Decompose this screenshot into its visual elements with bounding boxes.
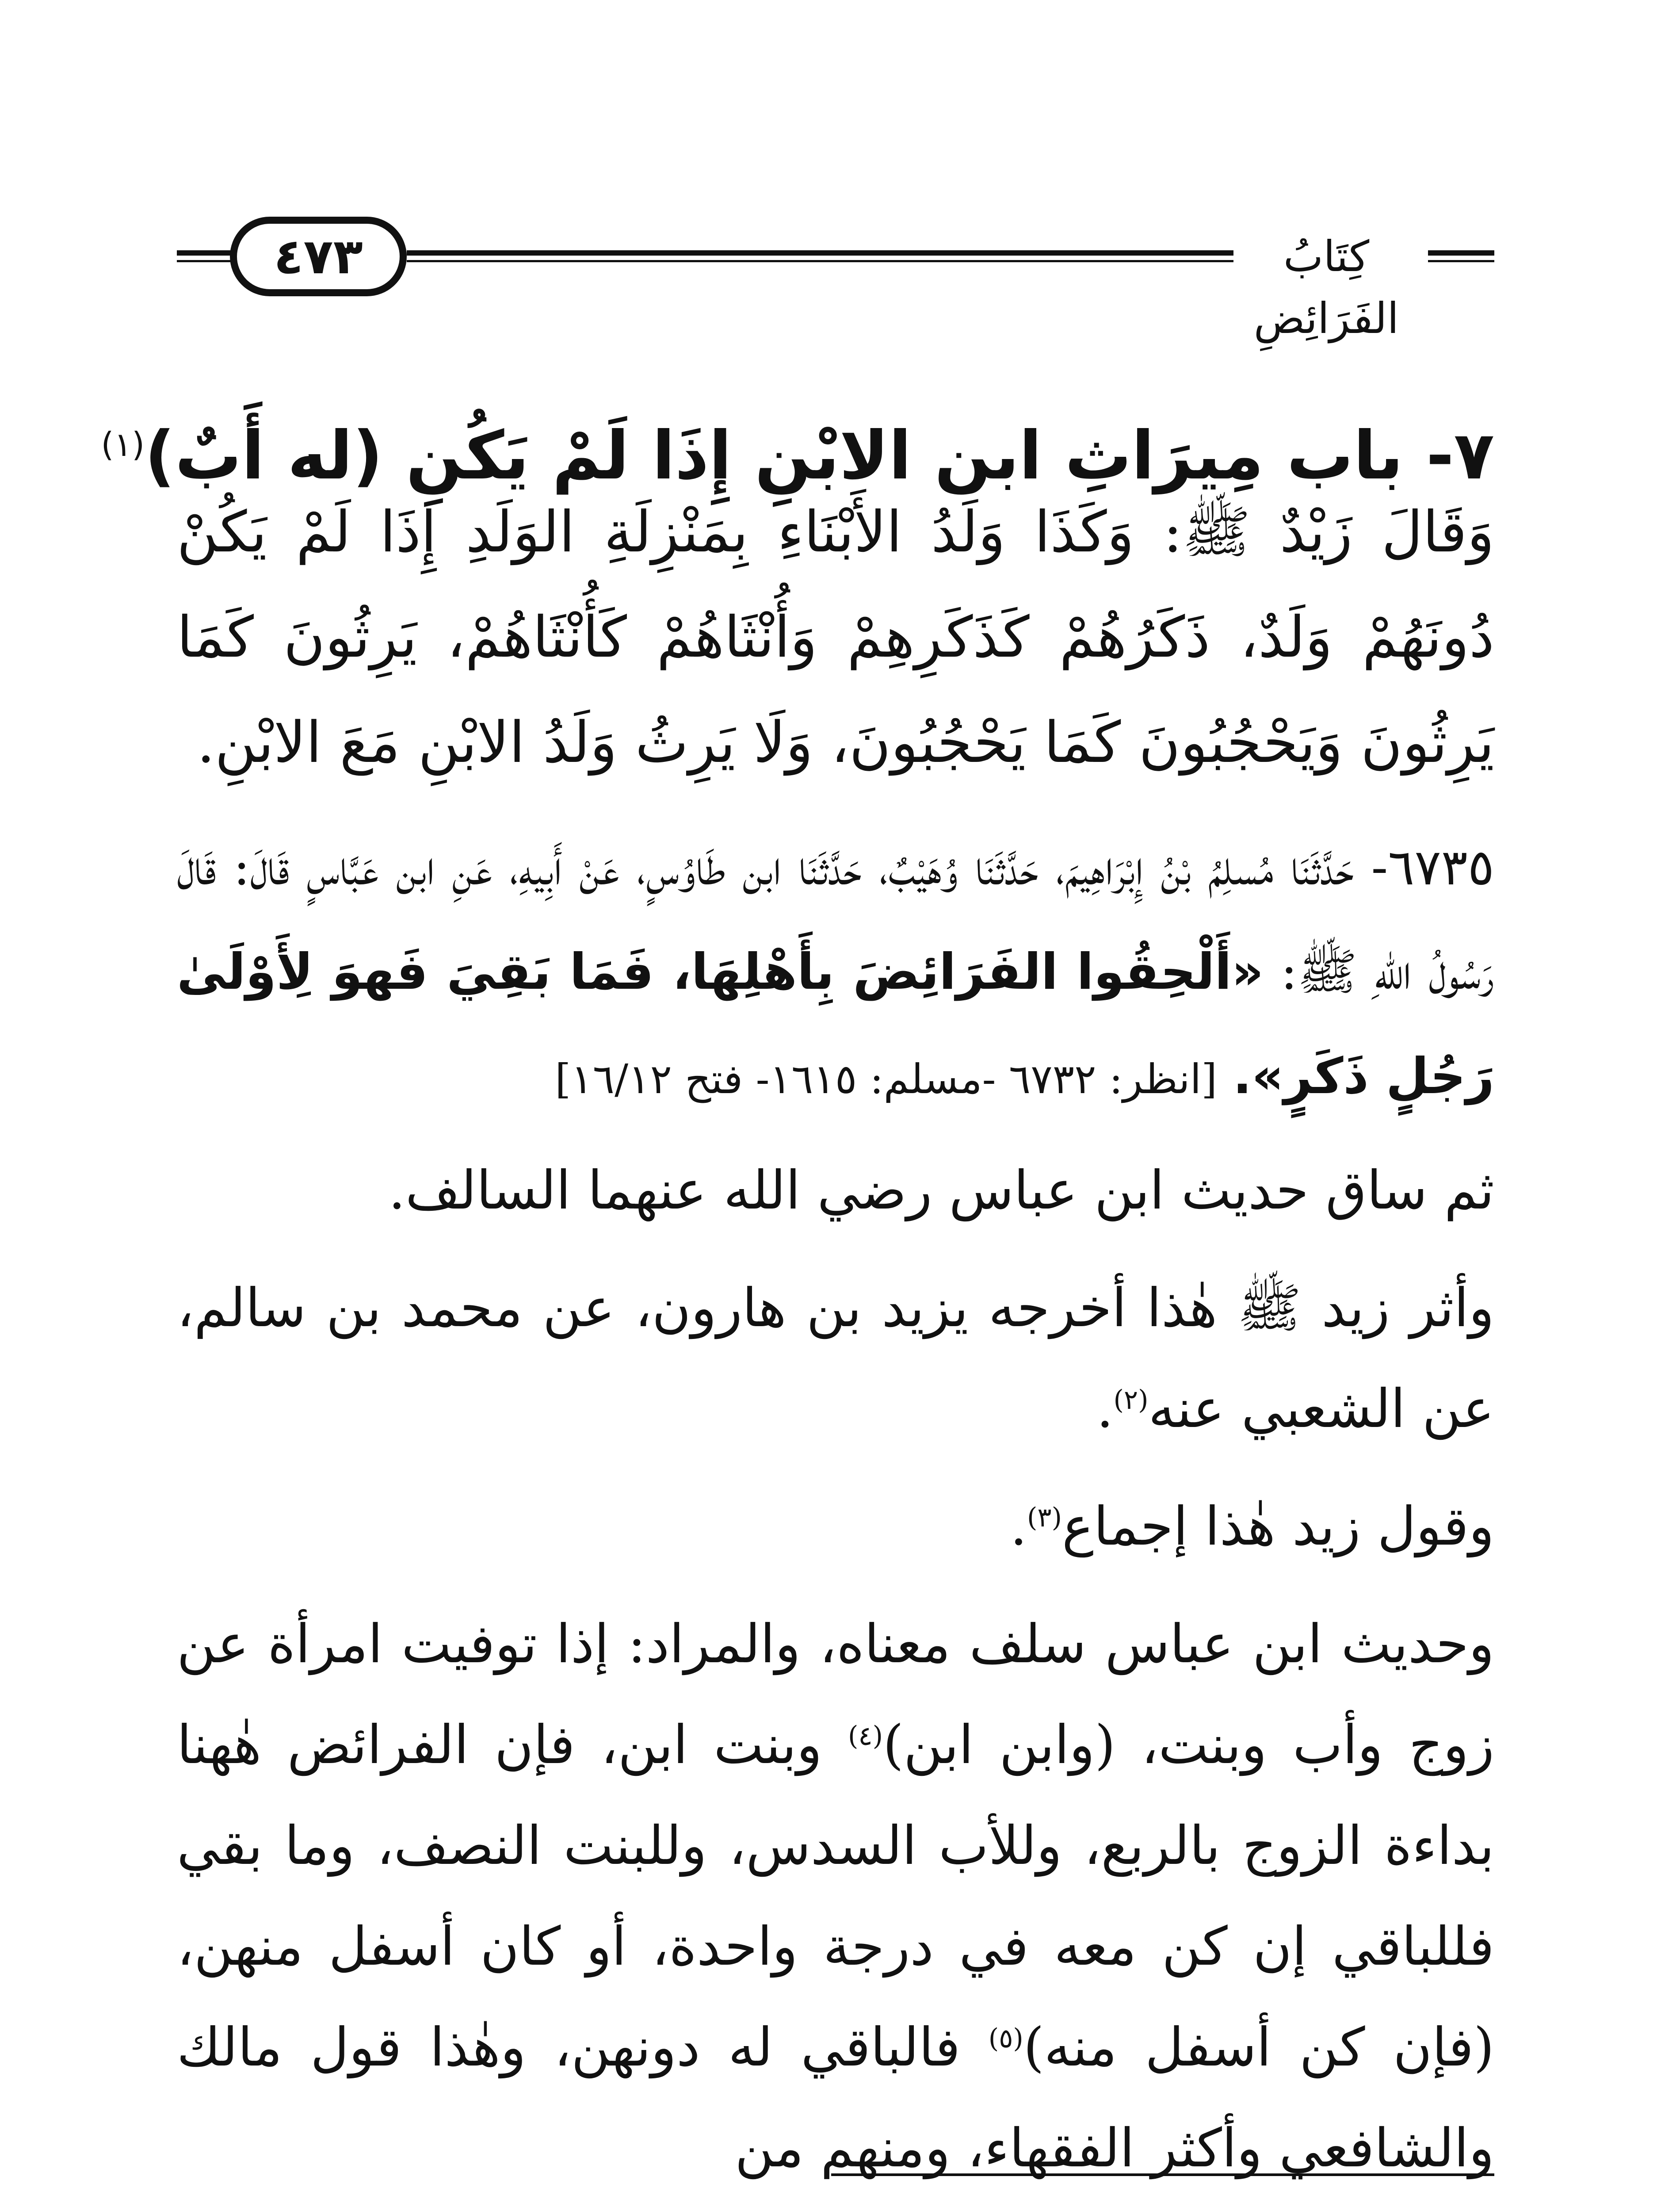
header-rule-middle [407,250,1233,262]
page-number: ٤٧٣ [230,217,407,296]
footnote-ref-2[interactable]: (٢) [1113,1385,1149,1415]
footnote-ref-3[interactable]: (٣) [1027,1502,1062,1533]
footnote-divider [831,2173,1494,2176]
footnote-ref-1[interactable]: (١) [101,425,145,464]
header-rule-right [1428,250,1494,262]
footnote-1 [177,2204,1494,2211]
explanation-paragraph [177,1594,1494,2199]
commentary-paragraph-3 [177,1477,1494,1577]
explanation-text-1: وحديث ابن عباس سلف معناه، والمراد: إذا توفيت امرأة عن زوج وأب وبنت، (وابن ابن) [177,1614,1494,1776]
running-title: كِتَابُ الفَرَائِضِ [1253,232,1399,343]
commentary-paragraph-2 [177,1258,1494,1460]
footnote-number [1445,2204,1494,2211]
running-header [177,212,1494,343]
header-rule-left [177,250,234,262]
commentary-text: وأثر زيد ﷺ هٰذا أخرجه يزيد بن هارون، عن محمد بن سالم، عن الشعبي عنه [177,1278,1494,1440]
footnote-ref-5[interactable]: (٥) [988,2023,1023,2054]
footnote-ref-4[interactable]: (٤) [848,1721,883,1752]
explanation-text-2: وبنت ابن، فإن الفرائض هٰهنا بداءة الزوج بالربع، وللأب السدس، وللبنت النصف، وما بقي فللباقي إن كن معه في درجة واحدة، أو كان أسفل منهن، (فإن كن أسفل منه) [177,1714,1494,2078]
commentary-paragraph-1 [177,1140,1494,1241]
hadith-6735 [177,815,1494,1132]
commentary-punctuation: . [1010,1496,1027,1557]
zayd-quote: وَقَالَ زَيْدٌ ﷺ: وَكَذَا وَلَدُ الأَبْنَاءِ بِمَنْزِلَةِ الوَلَدِ إِذَا لَمْ يَكُنْ دُونَهُمْ وَلَدٌ، ذَكَرُهُمْ كَذَكَرِهِمْ وَأُنْثَاهُمْ كَأُنْثَاهُمْ، يَرِثُونَ كَمَا يَرِثُونَ وَيَحْجُبُونَ كَمَا يَحْجُبُونَ، وَلَا يَرِثُ وَلَدُ الابْنِ مَعَ الابْنِ. [177,499,1495,776]
chapter-title: ٧- باب مِيرَاثِ ابن الابْنِ إِذَا لَمْ يَكُنِ (له أَبٌ) [145,417,1494,494]
main-text [177,480,1494,2211]
hadith-matn: «أَلْحِقُوا الفَرَائِضَ بِأَهْلِهَا، فَمَا بَقِيَ فَهوَ لِأَوْلَىٰ رَجُلٍ ذَكَرٍ». [177,943,1494,1105]
explanation-text-3: فالباقي له دونهن، وهٰذا قول مالك والشافعي وأكثر الفقهاء، ومنهم من [177,2017,1494,2179]
commentary-text: ثم ساق حديث ابن عباس رضي الله عنهما السالف. [388,1160,1494,1221]
footnotes [177,2204,1494,2211]
hadith-chain: ٦٧٣٥- حَدَّثَنَا مُسلِمُ بْنُ إِبْرَاهِيمَ، حَدَّثَنَا وُهَيْبٌ، حَدَّثَنَا ابن طَاوُسٍ، عَنْ أَبِيهِ، عَنِ ابن عَبَّاسٍ قَالَ: قَالَ رَسُولُ اللهِ ﷺ: [177,839,1495,1001]
hadith-reference: [انظر: ٦٧٣٢ -مسلم: ١٦١٥- فتح ١٦/١٢] [555,1056,1218,1103]
commentary-text: وقول زيد هٰذا إجماع [1062,1496,1494,1557]
commentary-punctuation: . [1096,1378,1114,1440]
